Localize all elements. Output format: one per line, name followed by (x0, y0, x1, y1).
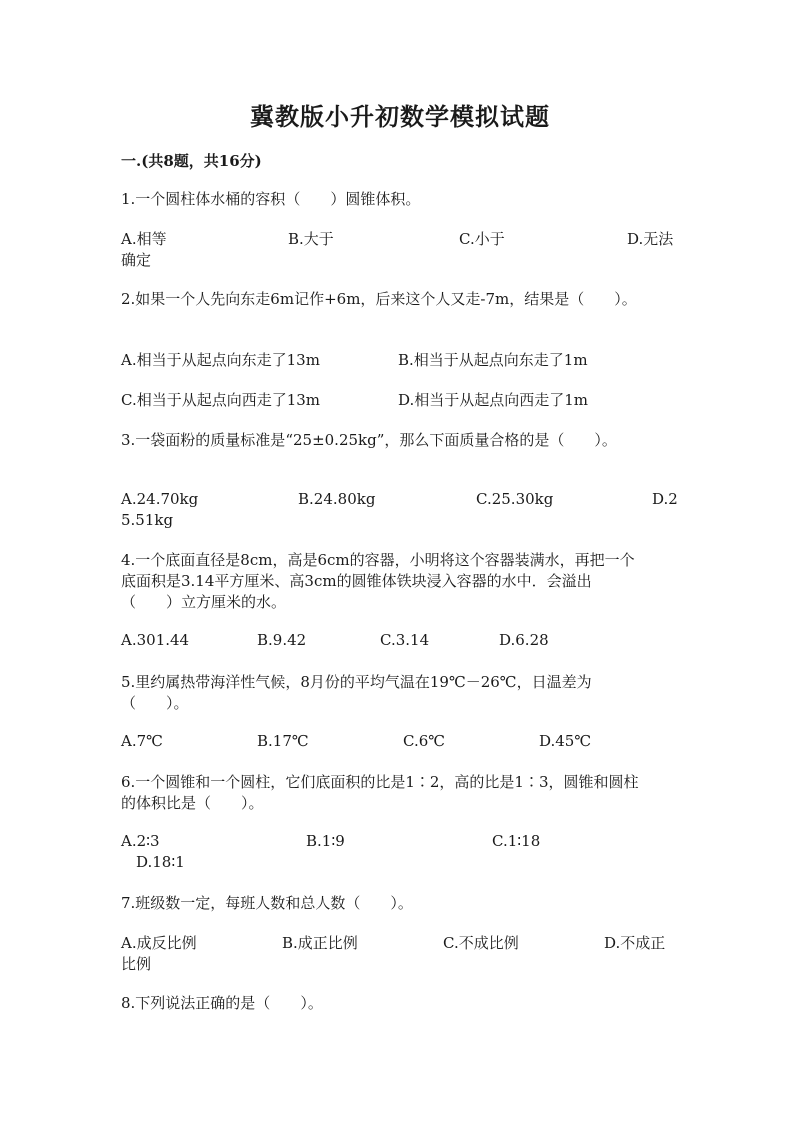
question-7-option-d[interactable]: D.不成正 (604, 934, 666, 952)
question-8-stem: 8.下列说法正确的是（ ）。 (121, 994, 323, 1012)
question-6-option-b[interactable]: B.1∶9 (306, 832, 345, 850)
question-5-option-d[interactable]: D.45℃ (539, 732, 592, 750)
question-3-option-d-wrap: 5.51kg (121, 511, 174, 529)
question-2-stem: 2.如果一个人先向东走6m记作+6m，后来这个人又走-7m，结果是（ ）。 (121, 290, 637, 308)
question-7-option-b[interactable]: B.成正比例 (282, 934, 358, 952)
question-2-option-b[interactable]: B.相当于从起点向东走了1m (398, 351, 588, 369)
question-6-stem-line-1: 6.一个圆锥和一个圆柱，它们底面积的比是1∶2，高的比是1∶3，圆锥和圆柱 (121, 773, 639, 791)
question-7-option-d-wrap: 比例 (121, 955, 152, 973)
question-5-option-b[interactable]: B.17℃ (257, 732, 309, 750)
page-title: 冀教版小升初数学模拟试题 (250, 102, 550, 131)
question-4-stem-line-2: 底面积是3.14平方厘米、高3cm的圆锥体铁块浸入容器的水中．会溢出 (121, 572, 592, 590)
question-1-option-d-wrap: 确定 (121, 251, 152, 269)
question-1-option-b[interactable]: B.大于 (288, 230, 334, 248)
question-4-stem-line-1: 4.一个底面直径是8cm，高是6cm的容器，小明将这个容器装满水，再把一个 (121, 551, 635, 569)
question-4-stem-line-3: （ ）立方厘米的水。 (121, 593, 287, 611)
question-3-option-a[interactable]: A.24.70kg (121, 490, 199, 508)
question-1-stem: 1.一个圆柱体水桶的容积（ ）圆锥体积。 (121, 190, 421, 208)
question-1-option-c[interactable]: C.小于 (459, 230, 505, 248)
question-4-option-a[interactable]: A.301.44 (121, 631, 190, 649)
question-1-option-d[interactable]: D.无法 (627, 230, 674, 248)
question-3-option-c[interactable]: C.25.30kg (476, 490, 554, 508)
question-2-option-a[interactable]: A.相当于从起点向东走了13m (121, 351, 320, 369)
question-3-stem: 3.一袋面粉的质量标准是“25±0.25kg”，那么下面质量合格的是（ ）。 (121, 431, 617, 449)
question-1-option-a[interactable]: A.相等 (121, 230, 167, 248)
question-6-option-d[interactable]: D.18∶1 (136, 853, 185, 871)
question-3-option-b[interactable]: B.24.80kg (298, 490, 376, 508)
question-2-option-d[interactable]: D.相当于从起点向西走了1m (398, 391, 589, 409)
section-heading: 一.(共8题，共16分) (121, 152, 262, 170)
question-5-stem-line-2: （ ）。 (121, 694, 189, 712)
question-7-option-c[interactable]: C.不成比例 (443, 934, 519, 952)
question-6-option-c[interactable]: C.1∶18 (492, 832, 541, 850)
question-4-option-c[interactable]: C.3.14 (380, 631, 430, 649)
question-5-stem-line-1: 5.里约属热带海洋性气候，8月份的平均气温在19℃－26℃，日温差为 (121, 673, 592, 691)
question-2-option-c[interactable]: C.相当于从起点向西走了13m (121, 391, 321, 409)
question-6-option-a[interactable]: A.2∶3 (121, 832, 160, 850)
question-7-option-a[interactable]: A.成反比例 (121, 934, 197, 952)
question-6-stem-line-2: 的体积比是（ ）。 (121, 794, 264, 812)
question-4-option-d[interactable]: D.6.28 (499, 631, 549, 649)
question-5-option-a[interactable]: A.7℃ (121, 732, 163, 750)
question-3-option-d[interactable]: D.2 (652, 490, 678, 508)
question-5-option-c[interactable]: C.6℃ (403, 732, 446, 750)
question-4-option-b[interactable]: B.9.42 (257, 631, 307, 649)
question-7-stem: 7.班级数一定，每班人数和总人数（ ）。 (121, 894, 413, 912)
